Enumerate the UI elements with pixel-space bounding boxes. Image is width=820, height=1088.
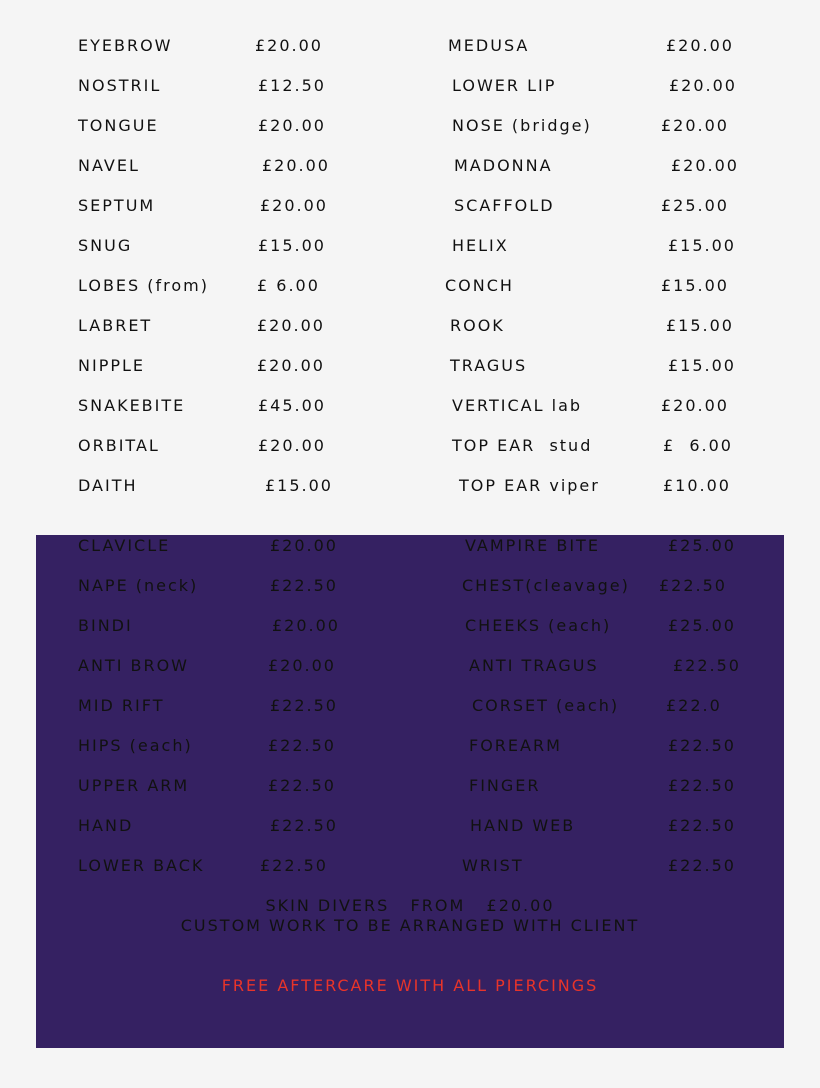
item-price: £15.00	[265, 476, 333, 495]
item-price: £15.00	[661, 276, 729, 295]
item-name: HAND	[78, 816, 134, 835]
item-name: BINDI	[78, 616, 133, 635]
item-price: £20.00	[669, 76, 737, 95]
item-price: £22.50	[260, 856, 328, 875]
skin-divers-line: SKIN DIVERS FROM £20.00	[265, 896, 555, 915]
item-price: £22.50	[659, 576, 727, 595]
item-name: NAVEL	[78, 156, 140, 175]
item-price: £20.00	[666, 36, 734, 55]
item-price: £22.50	[668, 736, 736, 755]
item-price: £ 6.00	[257, 276, 320, 295]
item-price: £22.0	[666, 696, 722, 715]
item-price: £20.00	[671, 156, 739, 175]
item-name: ROOK	[450, 316, 505, 335]
item-name: ORBITAL	[78, 436, 160, 455]
item-price: £22.50	[270, 696, 338, 715]
item-price: £25.00	[668, 616, 736, 635]
item-name: MEDUSA	[448, 36, 530, 55]
item-price: £22.50	[668, 816, 736, 835]
item-price: £10.00	[663, 476, 731, 495]
item-price: £20.00	[258, 436, 326, 455]
item-name: ANTI TRAGUS	[469, 656, 599, 675]
item-price: £22.50	[268, 776, 336, 795]
item-name: CHEST(cleavage)	[462, 576, 630, 595]
item-name: LOBES (from)	[78, 276, 209, 295]
item-price: £20.00	[270, 536, 338, 555]
item-price: £22.50	[270, 576, 338, 595]
item-name: MID RIFT	[78, 696, 165, 715]
item-price: £20.00	[257, 316, 325, 335]
item-price: £20.00	[661, 396, 729, 415]
item-price: £20.00	[260, 196, 328, 215]
item-name: FINGER	[469, 776, 541, 795]
item-name: EYEBROW	[78, 36, 173, 55]
item-name: NOSTRIL	[78, 76, 162, 95]
item-price: £22.50	[673, 656, 741, 675]
item-name: DAITH	[78, 476, 138, 495]
item-price: £20.00	[661, 116, 729, 135]
item-price: £25.00	[668, 536, 736, 555]
item-name: WRIST	[462, 856, 524, 875]
item-price: £25.00	[661, 196, 729, 215]
item-name: NOSE (bridge)	[452, 116, 592, 135]
item-name: TOP EAR stud	[452, 436, 593, 455]
item-name: FOREARM	[469, 736, 562, 755]
item-price: £22.50	[268, 736, 336, 755]
item-price: £45.00	[258, 396, 326, 415]
item-name: TONGUE	[78, 116, 159, 135]
item-name: NAPE (neck)	[78, 576, 199, 595]
item-name: HAND WEB	[470, 816, 576, 835]
item-price: £15.00	[668, 356, 736, 375]
item-price: £20.00	[268, 656, 336, 675]
item-name: LABRET	[78, 316, 153, 335]
item-name: LOWER LIP	[452, 76, 557, 95]
item-name: HELIX	[452, 236, 509, 255]
item-price: £20.00	[257, 356, 325, 375]
item-price: £20.00	[272, 616, 340, 635]
item-price: £22.50	[668, 856, 736, 875]
custom-work-line: CUSTOM WORK TO BE ARRANGED WITH CLIENT	[180, 916, 640, 935]
item-name: LOWER BACK	[78, 856, 205, 875]
item-name: CLAVICLE	[78, 536, 171, 555]
item-name: CORSET (each)	[472, 696, 620, 715]
item-price: £22.50	[270, 816, 338, 835]
item-name: ANTI BROW	[78, 656, 189, 675]
item-name: HIPS (each)	[78, 736, 193, 755]
item-price: £15.00	[666, 316, 734, 335]
item-price: £20.00	[258, 116, 326, 135]
item-name: CONCH	[445, 276, 514, 295]
item-name: CHEEKS (each)	[465, 616, 612, 635]
item-price: £20.00	[255, 36, 323, 55]
item-name: SEPTUM	[78, 196, 156, 215]
item-price: £12.50	[258, 76, 326, 95]
item-name: TRAGUS	[450, 356, 528, 375]
item-name: SNUG	[78, 236, 133, 255]
item-price: £15.00	[668, 236, 736, 255]
item-name: VAMPIRE BITE	[465, 536, 600, 555]
item-name: MADONNA	[454, 156, 553, 175]
item-name: SCAFFOLD	[454, 196, 555, 215]
item-price: £22.50	[668, 776, 736, 795]
item-name: TOP EAR viper	[459, 476, 600, 495]
item-name: SNAKEBITE	[78, 396, 186, 415]
item-price: £20.00	[262, 156, 330, 175]
aftercare-line: FREE AFTERCARE WITH ALL PIERCINGS	[221, 976, 599, 995]
item-price: £ 6.00	[663, 436, 733, 455]
item-name: VERTICAL lab	[452, 396, 583, 415]
item-name: UPPER ARM	[78, 776, 190, 795]
item-name: NIPPLE	[78, 356, 146, 375]
item-price: £15.00	[258, 236, 326, 255]
